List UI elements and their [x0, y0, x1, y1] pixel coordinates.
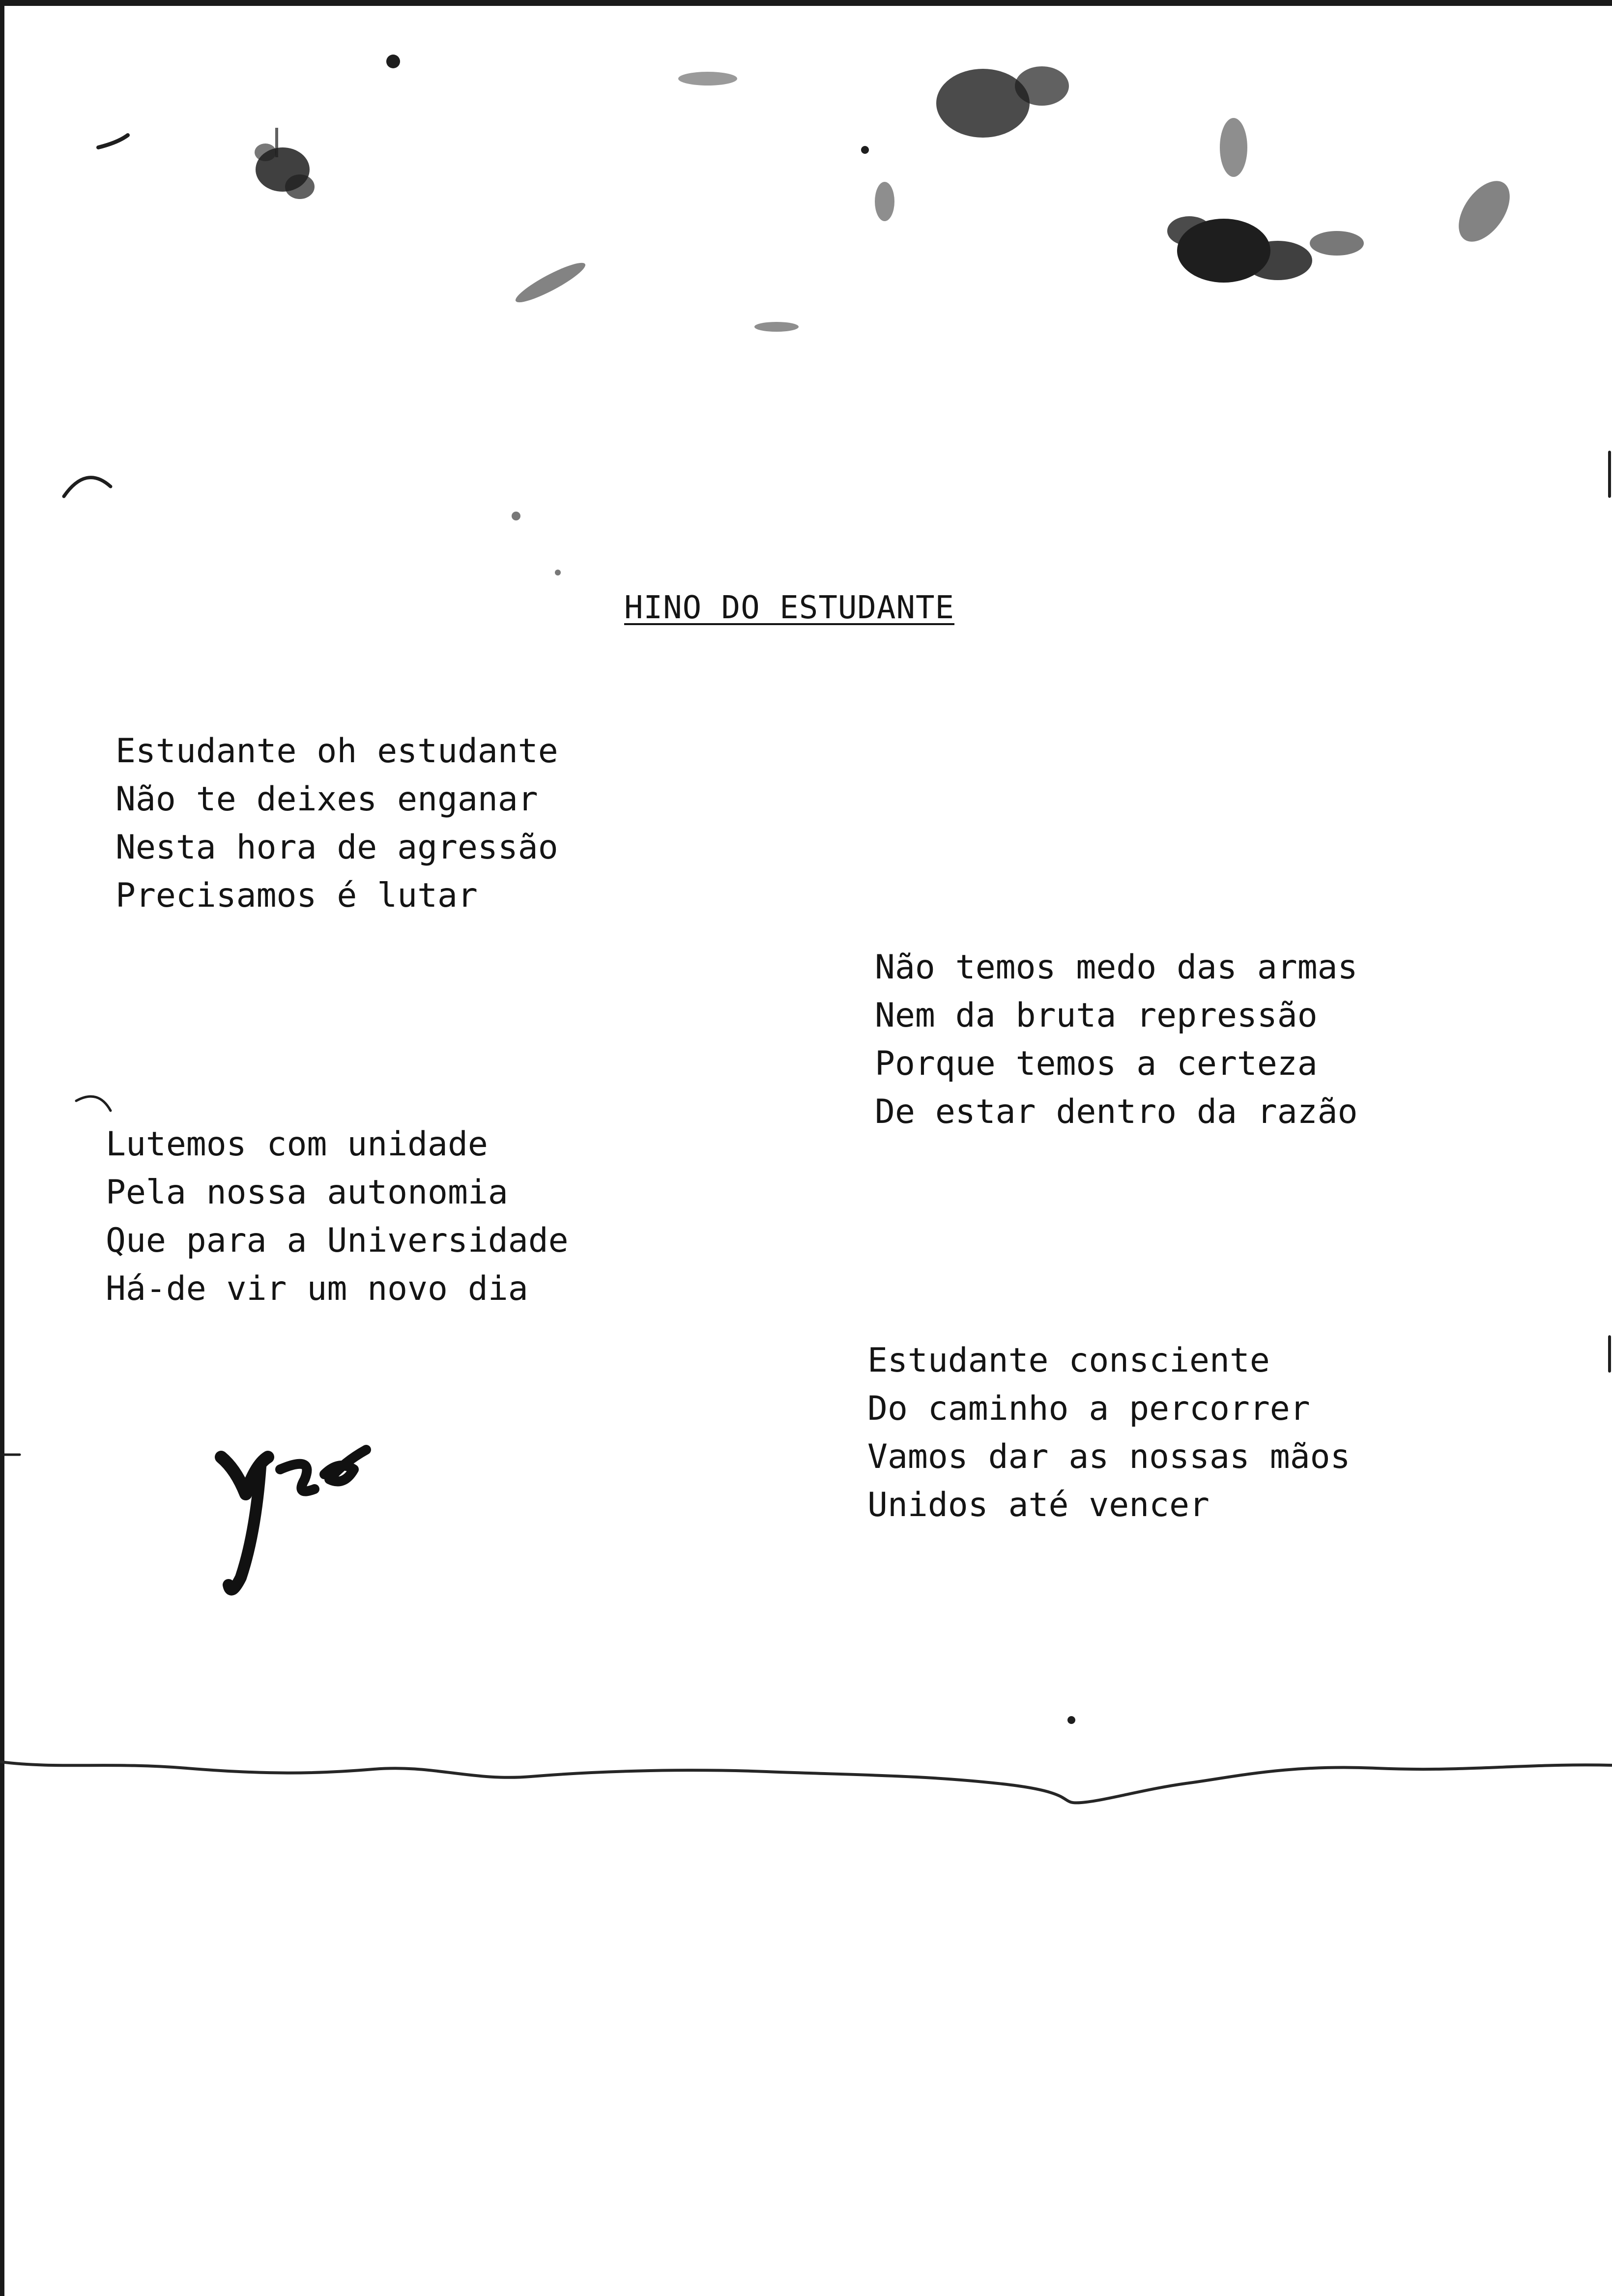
verse-line: Pela nossa autonomia	[106, 1173, 508, 1212]
document-title: HINO DO ESTUDANTE	[624, 590, 955, 626]
stanza-1	[115, 727, 558, 920]
verse-line: Estudante oh estudante	[115, 732, 558, 771]
verse-line: Lutemos com unidade	[106, 1125, 488, 1164]
verse-line: De estar dentro da razão	[875, 1092, 1358, 1131]
scan-top-border	[0, 0, 1612, 6]
signature-mark	[221, 1450, 366, 1590]
stanza-3	[106, 1120, 569, 1313]
stanza-2	[875, 944, 1358, 1136]
verse-line: Não te deixes enganar	[115, 780, 538, 819]
verse-line: Há-de vir um novo dia	[106, 1269, 528, 1308]
stanza-4	[867, 1337, 1351, 1529]
verse-line: Que para a Universidade	[106, 1221, 569, 1260]
verse-line: Nem da bruta repressão	[875, 996, 1318, 1035]
torn-paper-edge	[0, 1762, 1612, 1803]
verse-line: Vamos dar as nossas mãos	[867, 1437, 1351, 1476]
verse-line: Estudante consciente	[867, 1341, 1270, 1380]
verse-line: Do caminho a percorrer	[867, 1389, 1310, 1428]
verse-line: Porque temos a certeza	[875, 1044, 1318, 1083]
verse-line: Unidos até vencer	[867, 1486, 1209, 1524]
scan-left-border	[0, 0, 4, 2296]
verse-line: Nesta hora de agressão	[115, 828, 558, 867]
verse-line: Precisamos é lutar	[115, 876, 478, 915]
verse-line: Não temos medo das armas	[875, 948, 1358, 987]
